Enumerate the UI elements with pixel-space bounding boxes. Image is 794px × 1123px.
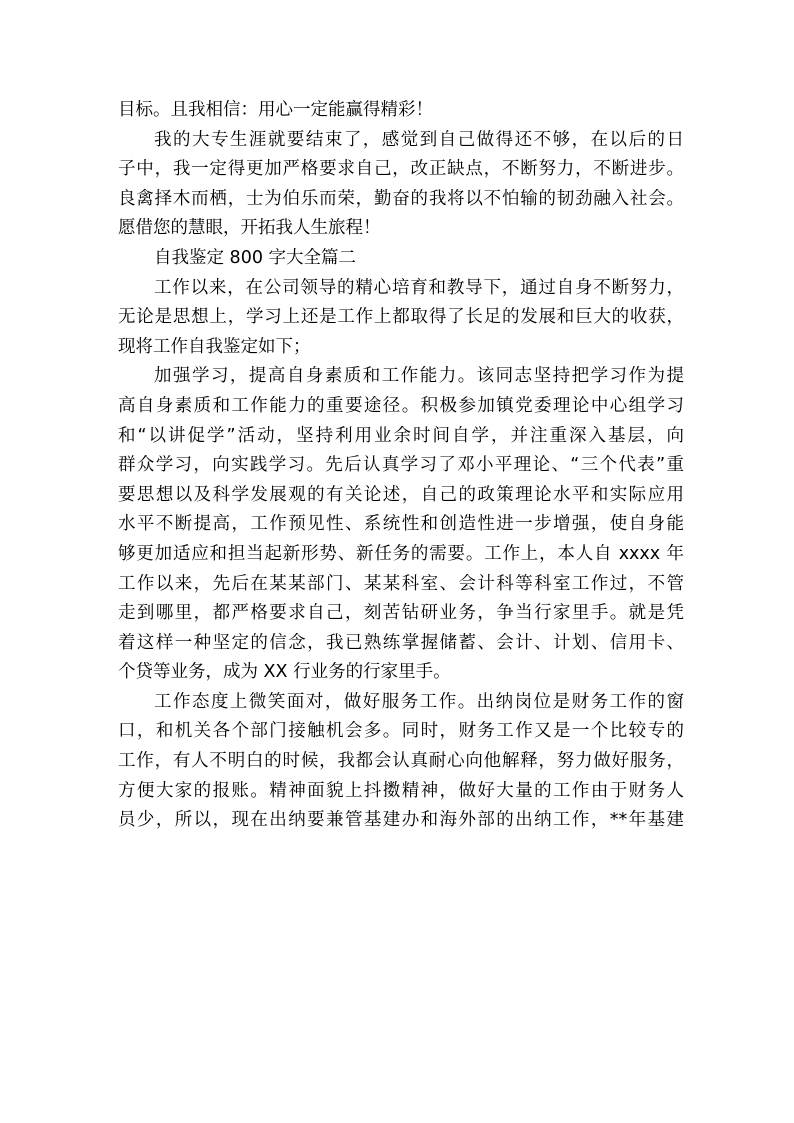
text-line: 口，和机关各个部门接触机会多。同时，财务工作又是一个比较专的 [118,721,684,742]
text-line: 子中，我一定得更加严格要求自己，改正缺点，不断努力，不断进步。 [118,159,684,180]
document-body [118,96,684,836]
text-line: 现将工作自我鉴定如下； [118,336,311,357]
text-line: 良禽择木而栖，士为伯乐而荣，勤奋的我将以不怕输的韧劲融入社会。 [118,188,684,209]
text-line: 要思想以及科学发展观的有关论述，自己的政策理论水平和实际应用 [118,484,684,505]
text-line: 够更加适应和担当起新形势、新任务的需要。工作上，本人自 xxxx 年 [118,543,684,564]
text-line: 工作态度上微笑面对，做好服务工作。出纳岗位是财务工作的窗 [154,691,684,712]
section-heading: 自我鉴定 800 字大全篇二 [154,247,357,268]
text-line: 工作以来，先后在某某部门、某某科室、会计科等科室工作过，不管 [118,573,684,594]
text-line: 目标。且我相信：用心一定能赢得精彩！ [118,100,433,120]
text-line: 工作以来，在公司领导的精心培育和教导下，通过自身不断努力， [154,277,684,298]
text-line: 加强学习，提高自身素质和工作能力。该同志坚持把学习作为提 [154,366,684,387]
text-line: 高自身素质和工作能力的重要途径。积极参加镇党委理论中心组学习 [118,395,684,416]
text-line: 群众学习，向实践学习。先后认真学习了邓小平理论、“三个代表”重 [118,455,684,476]
text-line: 员少，所以，现在出纳要兼管基建办和海外部的出纳工作，**年基建 [118,810,684,831]
text-line: 和“以讲促学”活动，坚持利用业余时间自学，并注重深入基层，向 [118,425,684,446]
text-line: 愿借您的慧眼，开拓我人生旅程！ [118,218,381,239]
text-line: 无论是思想上，学习上还是工作上都取得了长足的发展和巨大的收获， [118,307,684,328]
text-line: 着这样一种坚定的信念，我已熟练掌握储蓄、会计、计划、信用卡、 [118,632,684,653]
text-line: 走到哪里，都严格要求自己，刻苦钻研业务，争当行家里手。就是凭 [118,603,684,624]
text-line: 水平不断提高，工作预见性、系统性和创造性进一步增强，使自身能 [118,514,684,535]
text-line: 个贷等业务，成为 XX 行业务的行家里手。 [118,662,451,683]
text-line: 方便大家的报账。精神面貌上抖擞精神，做好大量的工作由于财务人 [118,780,684,801]
text-line: 我的大专生涯就要结束了，感觉到自己做得还不够，在以后的日 [154,129,684,150]
text-line: 工作，有人不明白的时候，我都会认真耐心向他解释，努力做好服务， [118,751,684,772]
